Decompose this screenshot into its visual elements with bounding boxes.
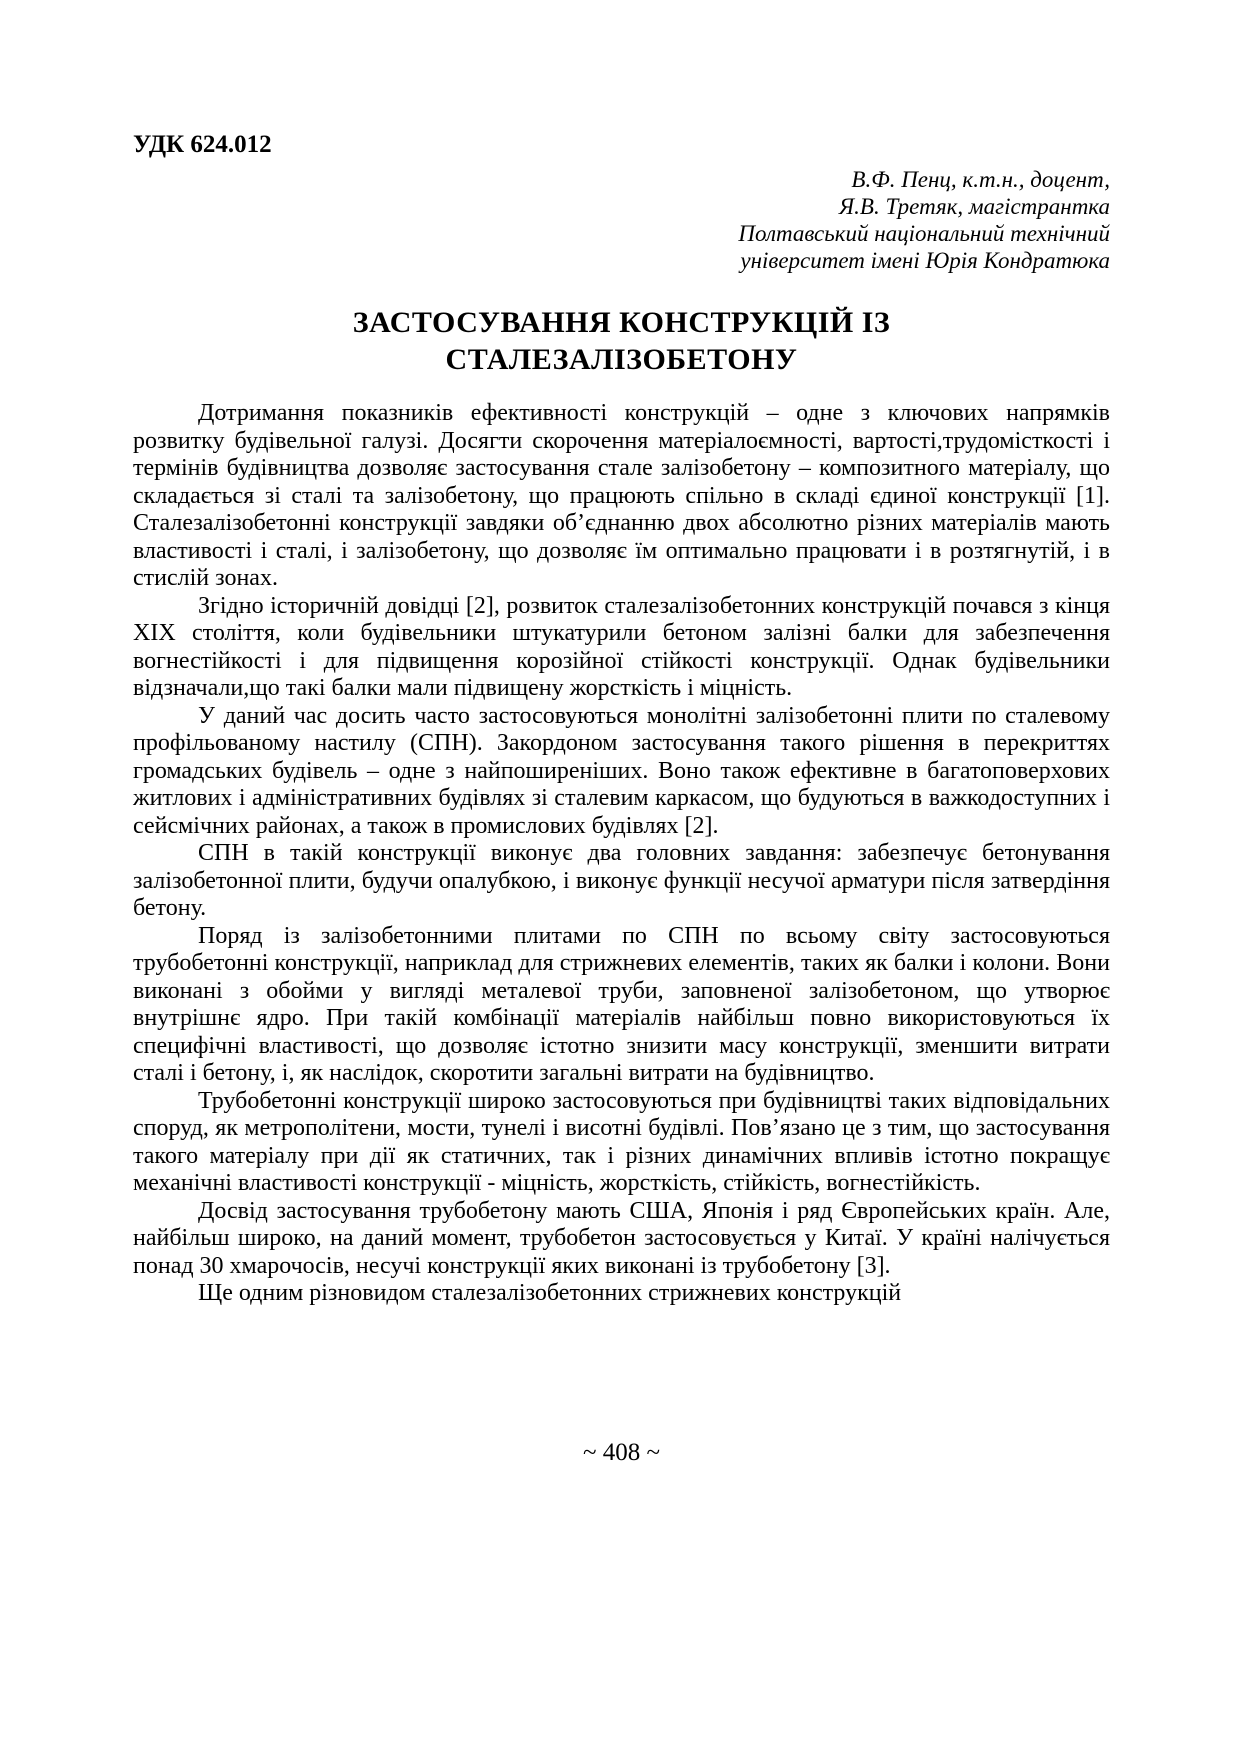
paper-title-line-2: СТАЛЕЗАЛІЗОБЕТОНУ — [445, 343, 798, 376]
paragraph: Ще одним різновидом сталезалізобетонних стрижневих конструкцій — [198, 1280, 902, 1306]
author-line: В.Ф. Пенц, к.т.н., доцент, — [851, 167, 1110, 192]
author-line: Я.В. Третяк, магістрантка — [839, 194, 1110, 219]
affiliation-line: університет імені Юрія Кондратюка — [740, 248, 1110, 273]
paper-body — [133, 400, 1110, 1308]
paragraph: Згідно історичній довідці [2], розвиток сталезалізобетонних конструкцій почався з кінця ХІХ століття, коли будівельники штукатурили бетоном залізні балки для забезпечення вогнестійкості і для підвищення корозійної стійкості конструкції. Однак будівельники відзначали,що такі балки мали підвищену жорсткість і міцність. — [133, 592, 1110, 701]
affiliation-line: Полтавський національний технічний — [738, 221, 1110, 246]
paper-title-line-1: ЗАСТОСУВАННЯ КОНСТРУКЦІЙ ІЗ — [352, 306, 891, 339]
udc-code: УДК 624.012 — [133, 131, 272, 158]
paragraph: Досвід застосування трубобетону мають США, Японія і ряд Європейських країн. Але, найбільш широко, на даний момент, трубобетон застосовується у Китаї. У країні налічується понад 30 хмарочосів, несучі конструкції яких виконані із трубобетону [3]. — [133, 1197, 1110, 1279]
paragraph: Трубобетонні конструкції широко застосовуються при будівництві таких відповідальних споруд, як метрополітени, мости, тунелі і висотні будівлі. Пов’язано це з тим, що застосування такого матеріалу при дії як статичних, так і різних динамічних впливів істотно покращує механічні властивості конструкції - міцність, жорсткість, стійкість, вогнестійкість. — [133, 1087, 1110, 1196]
paragraph: У даний час досить часто застосовуються монолітні залізобетонні плити по сталевому профільованому настилу (СПН). Закордоном застосування такого рішення в перекриттях громадських будівель – одне з найпоширеніших. Воно також ефективне в багатоповерхових житлових і адміністративних будівлях зі сталевим каркасом, що будуються в важкодоступних і сейсмічних районах, а також в промислових будівлях [2]. — [133, 702, 1110, 839]
author-block — [133, 166, 1110, 274]
paragraph: Дотримання показників ефективності конструкцій – одне з ключових напрямків розвитку будівельної галузі. Досягти скорочення матеріалоємності, вартості,трудомісткості і термінів будівництва дозволяє застосування стале залізобетону – композитного матеріалу, що складається зі сталі та залізобетону, що працюють спільно в складі єдиної конструкції [1]. Сталезалізобетонні конструкції завдяки об’єднанню двох абсолютно різних матеріалів мають властивості і сталі, і залізобетону, що дозволяє їм оптимально працювати і в розтягнутій, і в стислій зонах. — [133, 400, 1110, 591]
paper-title — [133, 304, 1110, 378]
paragraph: Поряд із залізобетонними плитами по СПН по всьому світу застосовуються трубобетонні конструкції, наприклад для стрижневих елементів, таких як балки і колони. Вони виконані з обойми у вигляді металевої труби, заповненої залізобетоном, що утворює внутрішнє ядро. При такій комбінації матеріалів найбільш повно використовуються їх специфічні властивості, що дозволяє істотно знизити масу конструкції, зменшити витрати сталі і бетону, і, як наслідок, скоротити загальні витрати на будівництво. — [133, 922, 1110, 1086]
page-number: ~ 408 ~ — [582, 1439, 661, 1466]
paragraph: СПН в такій конструкції виконує два головних завдання: забезпечує бетонування залізобетонної плити, будучи опалубкою, і виконує функції несучої арматури після затвердіння бетону. — [133, 840, 1110, 921]
